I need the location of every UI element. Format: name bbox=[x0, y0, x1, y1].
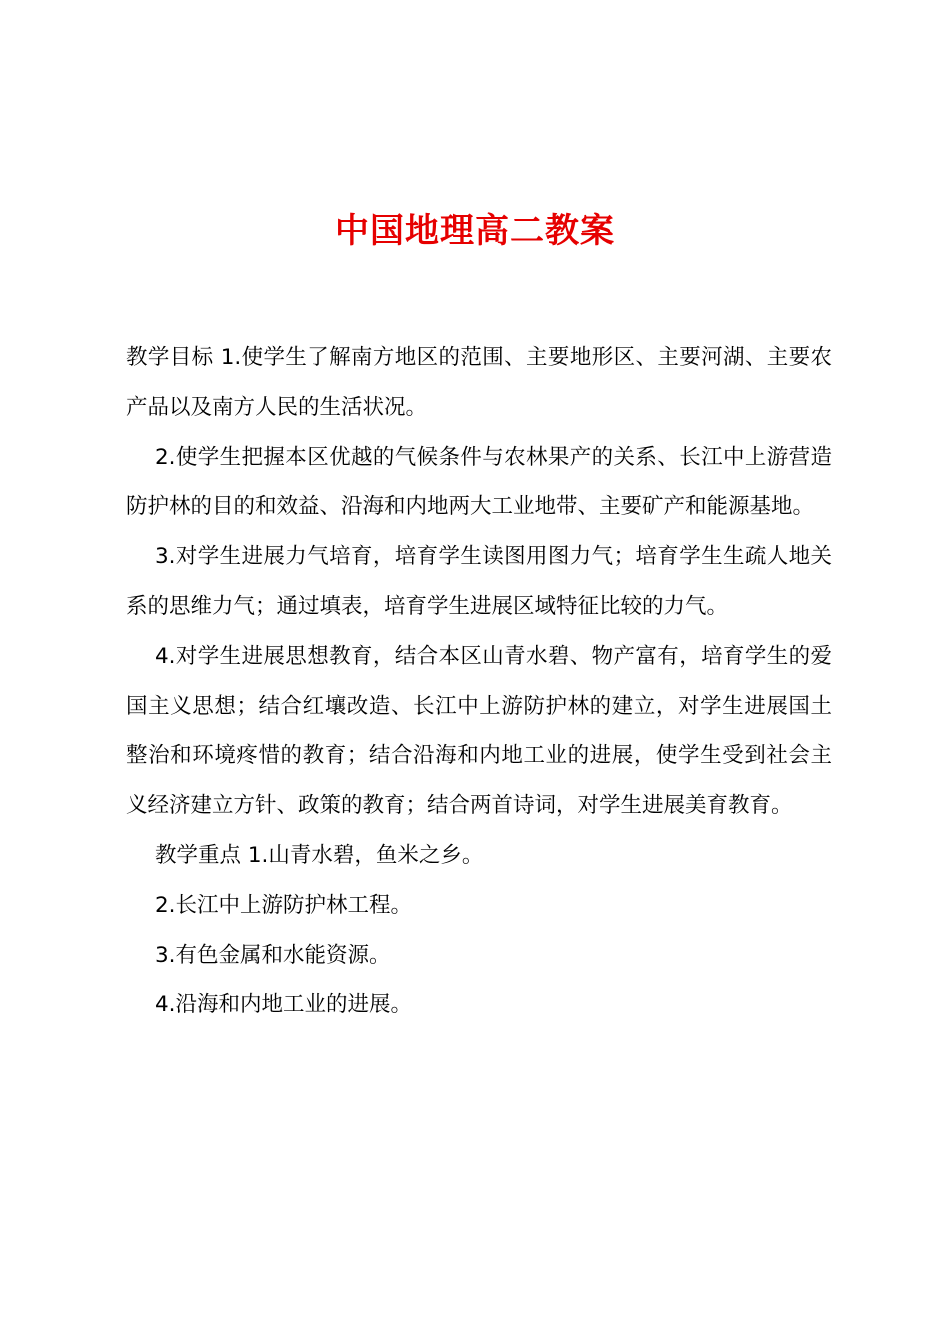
paragraph-keypoints-3: 3.有色金属和水能资源。 bbox=[155, 942, 391, 968]
document-body bbox=[126, 333, 832, 1030]
paragraph-keypoints-4: 4.沿海和内地工业的进展。 bbox=[155, 992, 413, 1018]
paragraph-keypoints-1: 教学重点 1.山青水碧，鱼米之乡。 bbox=[155, 842, 484, 868]
paragraph-objectives-1: 教学目标 1.使学生了解南方地区的范围、主要地形区、主要河湖、主要农产品以及南方人民的生活状况。 bbox=[126, 345, 832, 420]
paragraph-keypoints-2: 2.长江中上游防护林工程。 bbox=[155, 892, 413, 918]
document-title: 中国地理高二教案 bbox=[335, 211, 615, 251]
paragraph-objectives-3: 3.对学生进展力气培育，培育学生读图用图力气；培育学生生疏人地关系的思维力气；通过填表，培育学生进展区域特征比较的力气。 bbox=[126, 544, 832, 619]
paragraph-objectives-2: 2.使学生把握本区优越的气候条件与农林果产的关系、长江中上游营造防护林的目的和效益、沿海和内地两大工业地带、主要矿产和能源基地。 bbox=[126, 444, 832, 520]
paragraph-objectives-4: 4.对学生进展思想教育，结合本区山青水碧、物产富有，培育学生的爱国主义思想；结合红壤改造、长江中上游防护林的建立，对学生进展国土整治和环境疼惜的教育；结合沿海和内地工业的进展，使学生受到社会主义经济建立方针、政策的教育；结合两首诗词，对学生进展美育教育。 bbox=[126, 643, 832, 819]
